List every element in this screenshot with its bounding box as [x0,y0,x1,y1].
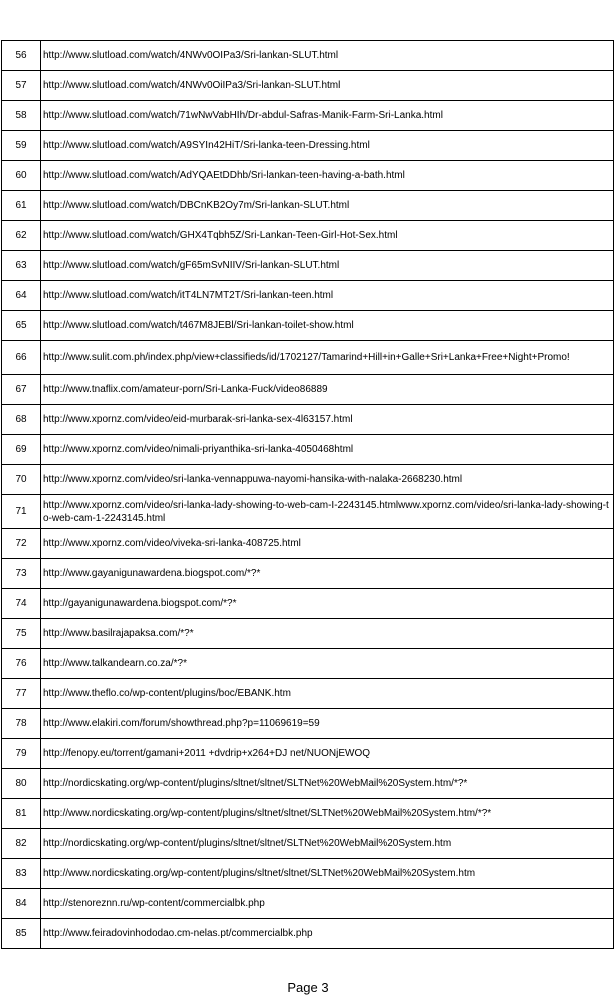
row-url: http://www.slutload.com/watch/GHX4Tqbh5Z/Sri-Lankan-Teen-Girl-Hot-Sex.html [41,221,614,251]
row-url: http://www.xpornz.com/video/nimali-priyanthika-sri-lanka-4050468html [41,435,614,465]
table-row [2,495,614,529]
row-number: 74 [2,589,41,619]
row-url: http://www.elakiri.com/forum/showthread.php?p=11069619=59 [41,709,614,739]
row-number: 64 [2,281,41,311]
row-number: 60 [2,161,41,191]
row-url: http://www.slutload.com/watch/itT4LN7MT2T/Sri-lankan-teen.html [41,281,614,311]
row-number: 58 [2,101,41,131]
row-url: http://www.tnaflix.com/amateur-porn/Sri-Lanka-Fuck/video86889 [41,375,614,405]
row-url: http://www.feiradovinhododao.cm-nelas.pt/commercialbk.php [41,919,614,949]
table-row [2,465,614,495]
row-url: http://www.talkandearn.co.za/*?* [41,649,614,679]
row-number: 85 [2,919,41,949]
table-row [2,529,614,559]
row-number: 61 [2,191,41,221]
row-url: http://www.xpornz.com/video/sri-lanka-lady-showing-to-web-cam-I-2243145.htmlwww.xpornz.com/video/sri-lanka-lady-showing-to-web-cam-1-2243145.html [41,495,614,529]
table-row [2,589,614,619]
row-number: 71 [2,495,41,529]
row-number: 70 [2,465,41,495]
table-row [2,251,614,281]
row-number: 79 [2,739,41,769]
row-url: http://gayanigunawardena.biogspot.com/*?* [41,589,614,619]
table-row [2,435,614,465]
table-row [2,191,614,221]
row-url: http://www.slutload.com/watch/4NWv0OIPa3/Sri-lankan-SLUT.html [41,41,614,71]
row-url: http://www.theflo.co/wp-content/plugins/boc/EBANK.htm [41,679,614,709]
row-url: http://www.slutload.com/watch/AdYQAEtDDhb/Sri-lankan-teen-having-a-bath.html [41,161,614,191]
row-number: 65 [2,311,41,341]
row-number: 76 [2,649,41,679]
row-url: http://nordicskating.org/wp-content/plugins/sltnet/sltnet/SLTNet%20WebMail%20System.htm [41,829,614,859]
row-url: http://nordicskating.org/wp-content/plugins/sltnet/sltnet/SLTNet%20WebMail%20System.htm/*?* [41,769,614,799]
row-number: 63 [2,251,41,281]
table-row [2,619,614,649]
table-row [2,919,614,949]
row-url: http://www.xpornz.com/video/viveka-sri-lanka-408725.html [41,529,614,559]
table-row [2,161,614,191]
table-row [2,709,614,739]
table-row [2,679,614,709]
row-url: http://www.xpornz.com/video/eid-murbarak-sri-lanka-sex-4l63157.html [41,405,614,435]
row-number: 66 [2,341,41,375]
row-url: http://www.slutload.com/watch/71wNwVabHIh/Dr-abdul-Safras-Manik-Farm-Sri-Lanka.html [41,101,614,131]
table-row [2,221,614,251]
row-number: 67 [2,375,41,405]
row-number: 72 [2,529,41,559]
row-number: 82 [2,829,41,859]
row-url: http://www.slutload.com/watch/4NWv0OiIPa3/Sri-lankan-SLUT.html [41,71,614,101]
row-url: http://fenopy.eu/torrent/gamani+2011 +dvdrip+x264+DJ net/NUONjEWOQ [41,739,614,769]
table-row [2,71,614,101]
table-row [2,739,614,769]
row-url: http://www.basilrajapaksa.com/*?* [41,619,614,649]
row-number: 73 [2,559,41,589]
row-number: 56 [2,41,41,71]
row-number: 80 [2,769,41,799]
row-number: 78 [2,709,41,739]
row-url: http://www.gayanigunawardena.biogspot.com/*?* [41,559,614,589]
row-number: 59 [2,131,41,161]
row-url: http://www.sulit.com.ph/index.php/view+classifieds/id/1702127/Tamarind+Hill+in+Galle+Sri+Lanka+Free+Night+Promo! [41,341,614,375]
row-number: 57 [2,71,41,101]
row-url: http://www.xpornz.com/video/sri-lanka-vennappuwa-nayomi-hansika-with-nalaka-2668230.html [41,465,614,495]
table-row [2,375,614,405]
row-url: http://www.slutload.com/watch/gF65mSvNIIV/Sri-lankan-SLUT.html [41,251,614,281]
row-url: http://www.slutload.com/watch/t467M8JEBl/Sri-lankan-toilet-show.html [41,311,614,341]
table-row [2,559,614,589]
row-number: 81 [2,799,41,829]
table-row [2,799,614,829]
page-number: Page 3 [287,980,329,995]
row-number: 69 [2,435,41,465]
table-row [2,829,614,859]
table-row [2,769,614,799]
row-number: 68 [2,405,41,435]
row-number: 83 [2,859,41,889]
url-table [1,40,614,949]
url-table-body [2,41,614,949]
row-url: http://www.slutload.com/watch/DBCnKB2Oy7m/Sri-lankan-SLUT.html [41,191,614,221]
table-row [2,889,614,919]
row-url: http://www.nordicskating.org/wp-content/plugins/sltnet/sltnet/SLTNet%20WebMail%20System.htm/*?* [41,799,614,829]
table-row [2,341,614,375]
table-row [2,131,614,161]
table-row [2,859,614,889]
row-number: 62 [2,221,41,251]
table-row [2,41,614,71]
row-number: 75 [2,619,41,649]
table-row [2,649,614,679]
row-number: 84 [2,889,41,919]
row-number: 77 [2,679,41,709]
row-url: http://stenoreznn.ru/wp-content/commercialbk.php [41,889,614,919]
row-url: http://www.slutload.com/watch/A9SYIn42HiT/Sri-lanka-teen-Dressing.html [41,131,614,161]
row-url: http://www.nordicskating.org/wp-content/plugins/sltnet/sltnet/SLTNet%20WebMail%20System.htm [41,859,614,889]
table-row [2,405,614,435]
table-row [2,311,614,341]
table-row [2,101,614,131]
table-row [2,281,614,311]
